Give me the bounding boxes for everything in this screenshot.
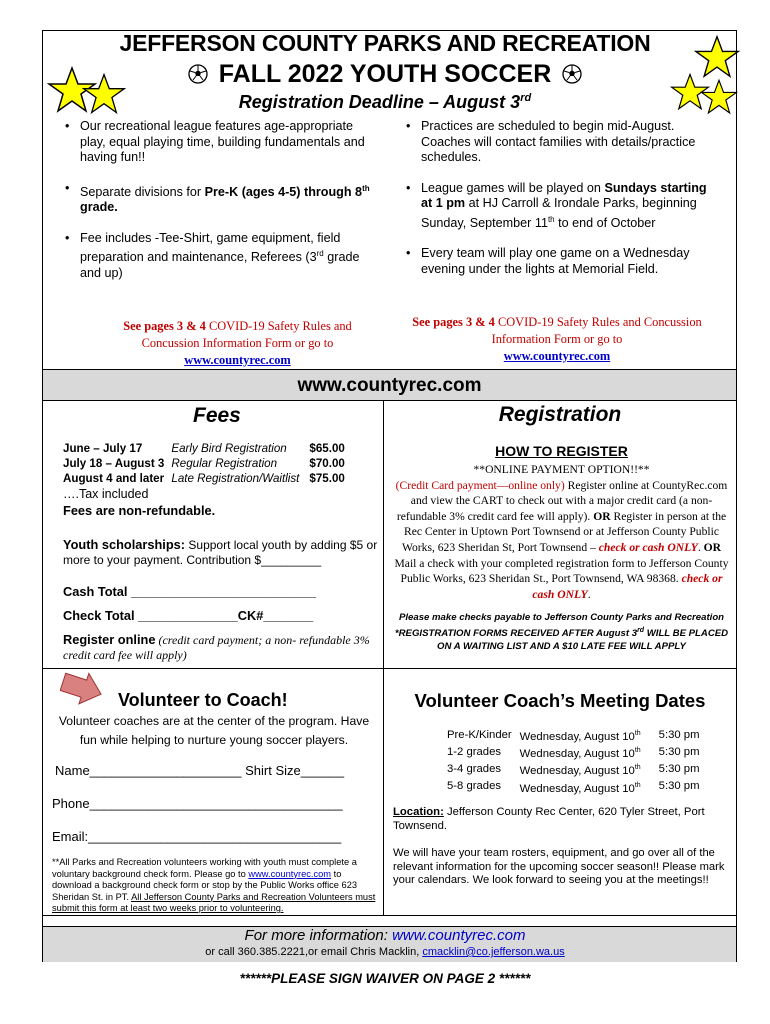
right-bullets bbox=[403, 119, 713, 292]
fees-heading: Fees bbox=[193, 404, 241, 427]
covid-note-left: See pages 3 & 4 COVID-19 Safety Rules and Concussion Information Form or go to www.countyrec.com bbox=[123, 319, 352, 367]
registration-heading: Registration bbox=[498, 403, 622, 426]
table-row: 1-2 grades Wednesday, August 10th 5:30 pm bbox=[447, 746, 700, 760]
name-shirt-field[interactable]: Name_____________________ Shirt Size______ bbox=[55, 763, 345, 778]
phone-field[interactable]: Phone___________________________________ bbox=[52, 796, 343, 811]
meeting-closing: We will have your team rosters, equipment, and go over all of the relevant information for the upcoming soccer season!! Please mark your calendars. We look forward to seeing you at the meetings!! bbox=[393, 847, 725, 886]
list-item: • League games will be played on Sundays starting at 1 pm at HJ Carroll & Irondale Parks, beginning Sunday, September 11th to end of October bbox=[403, 181, 713, 232]
website-band[interactable]: www.countyrec.com bbox=[43, 369, 736, 401]
row-divider bbox=[43, 668, 736, 669]
countyrec-link[interactable]: www.countyrec.com bbox=[184, 353, 291, 367]
footer-contact: or call 360.385.2221,or email Chris Macklin, cmacklin@co.jefferson.wa.us bbox=[205, 946, 565, 958]
row-divider bbox=[43, 915, 736, 916]
list-item: • Fee includes -Tee-Shirt, game equipment, field preparation and maintenance, Referees (3rd grade and up) bbox=[62, 231, 382, 282]
meeting-location: Location: Jefferson County Rec Center, 620 Tyler Street, Port Townsend. bbox=[393, 806, 705, 832]
registration-deadline: Registration Deadline – August 3rd bbox=[238, 92, 532, 112]
table-row: 3-4 grades Wednesday, August 10th 5:30 pm bbox=[447, 763, 700, 778]
table-row: June – July 17 Early Bird Registration $65.00 bbox=[63, 442, 345, 455]
cash-total-field[interactable]: Cash Total __________________________ bbox=[63, 584, 317, 599]
countyrec-link[interactable]: www.countyrec.com bbox=[503, 349, 611, 363]
covid-note-right: See pages 3 & 4 COVID-19 Safety Rules and Concussion Information Form or go to www.countyrec.com bbox=[412, 315, 702, 363]
scholarship-note: Youth scholarships: Support local youth by adding $5 or more to your payment. Contribution $_________ bbox=[63, 537, 378, 567]
list-item: • Practices are scheduled to begin mid-August. Coaches will contact families with details/practice schedules. bbox=[403, 119, 713, 166]
left-bullets bbox=[62, 119, 382, 296]
list-item: • Separate divisions for Pre-K (ages 4-5) through 8th grade. bbox=[62, 181, 382, 216]
table-row: August 4 and later Late Registration/Waitlist $75.00 bbox=[63, 472, 345, 485]
table-row: July 18 – August 3 Regular Registration $70.00 bbox=[63, 457, 345, 470]
email-field[interactable]: Email:___________________________________ bbox=[52, 829, 342, 844]
registration-instructions: **ONLINE PAYMENT OPTION!!** (Credit Card payment—online only) Register online at CountyRec.com and view the CART to check out with a major credit card (a non- refundable 3% credit card fee will apply). OR Register in person at the Rec Center in Uptown Port Townsend or at Jefferson County Public Works, 623 Sheridan St, Port Townsend – check or cash ONLY. OR Mail a check with your completed registration form to Jefferson County Public Works, 623 Sheridan St., Port Townsend, WA 98368. check or cash ONLY. bbox=[394, 463, 729, 601]
footer-info: For more information: www.countyrec.com bbox=[244, 927, 526, 944]
list-item: • Our recreational league features age-appropriate play, equal playing time, building fundamentals and having fun!! bbox=[62, 119, 382, 166]
how-to-register-heading: HOW TO REGISTER bbox=[495, 443, 628, 459]
soccer-ball-icon bbox=[188, 64, 208, 84]
column-divider bbox=[383, 401, 384, 916]
check-total-field[interactable]: Check Total ______________CK#_______ bbox=[63, 608, 314, 623]
table-row: 5-8 grades Wednesday, August 10th 5:30 pm bbox=[447, 780, 700, 795]
arrow-icon bbox=[60, 671, 104, 705]
table-row: Pre-K/Kinder Wednesday, August 10th 5:30 pm bbox=[447, 728, 700, 743]
program-title-text: FALL 2022 YOUTH SOCCER bbox=[218, 60, 552, 88]
registration-note: Please make checks payable to Jefferson County Parks and Recreation *REGISTRATION FORMS RECEIVED AFTER August 3rd WILL BE PLACED ON A WAITING LIST AND A $10 LATE FEE WILL APPLY bbox=[394, 612, 729, 653]
email-link[interactable]: cmacklin@co.jefferson.wa.us bbox=[422, 946, 565, 958]
fees-table bbox=[63, 441, 345, 486]
list-item: • Every team will play one game on a Wednesday evening under the lights at Memorial Field. bbox=[403, 246, 713, 277]
background-check-note: **All Parks and Recreation volunteers working with youth must complete a voluntary background check form. Please go to www.countyrec.com to download a background check form or stop by the Public Works office 623 Sheridan St. in PT. All Jefferson County Parks and Recreation Volunteers must submit this form at least two weeks prior to volunteering. bbox=[52, 857, 376, 913]
nonrefund-note: Fees are non-refundable. bbox=[63, 503, 216, 518]
tax-note: ….Tax included bbox=[63, 487, 149, 501]
meetings-heading: Volunteer Coach’s Meeting Dates bbox=[414, 690, 706, 711]
meeting-schedule bbox=[447, 727, 700, 796]
program-title bbox=[0, 60, 770, 89]
register-online-note: Register online (credit card payment; a non- refundable 3% credit card fee will apply) bbox=[63, 632, 370, 662]
soccer-ball-icon bbox=[562, 64, 582, 84]
waiver-notice: ******PLEASE SIGN WAIVER ON PAGE 2 ****** bbox=[239, 971, 531, 986]
footer-link[interactable]: www.countyrec.com bbox=[392, 927, 526, 944]
page-title: JEFFERSON COUNTY PARKS AND RECREATION bbox=[119, 30, 651, 56]
volunteer-heading: Volunteer to Coach! bbox=[118, 690, 288, 710]
background-check-link[interactable]: www.countyrec.com bbox=[248, 868, 332, 879]
volunteer-intro: Volunteer coaches are at the center of the program. Have fun while helping to nurture young soccer players. bbox=[58, 714, 370, 747]
